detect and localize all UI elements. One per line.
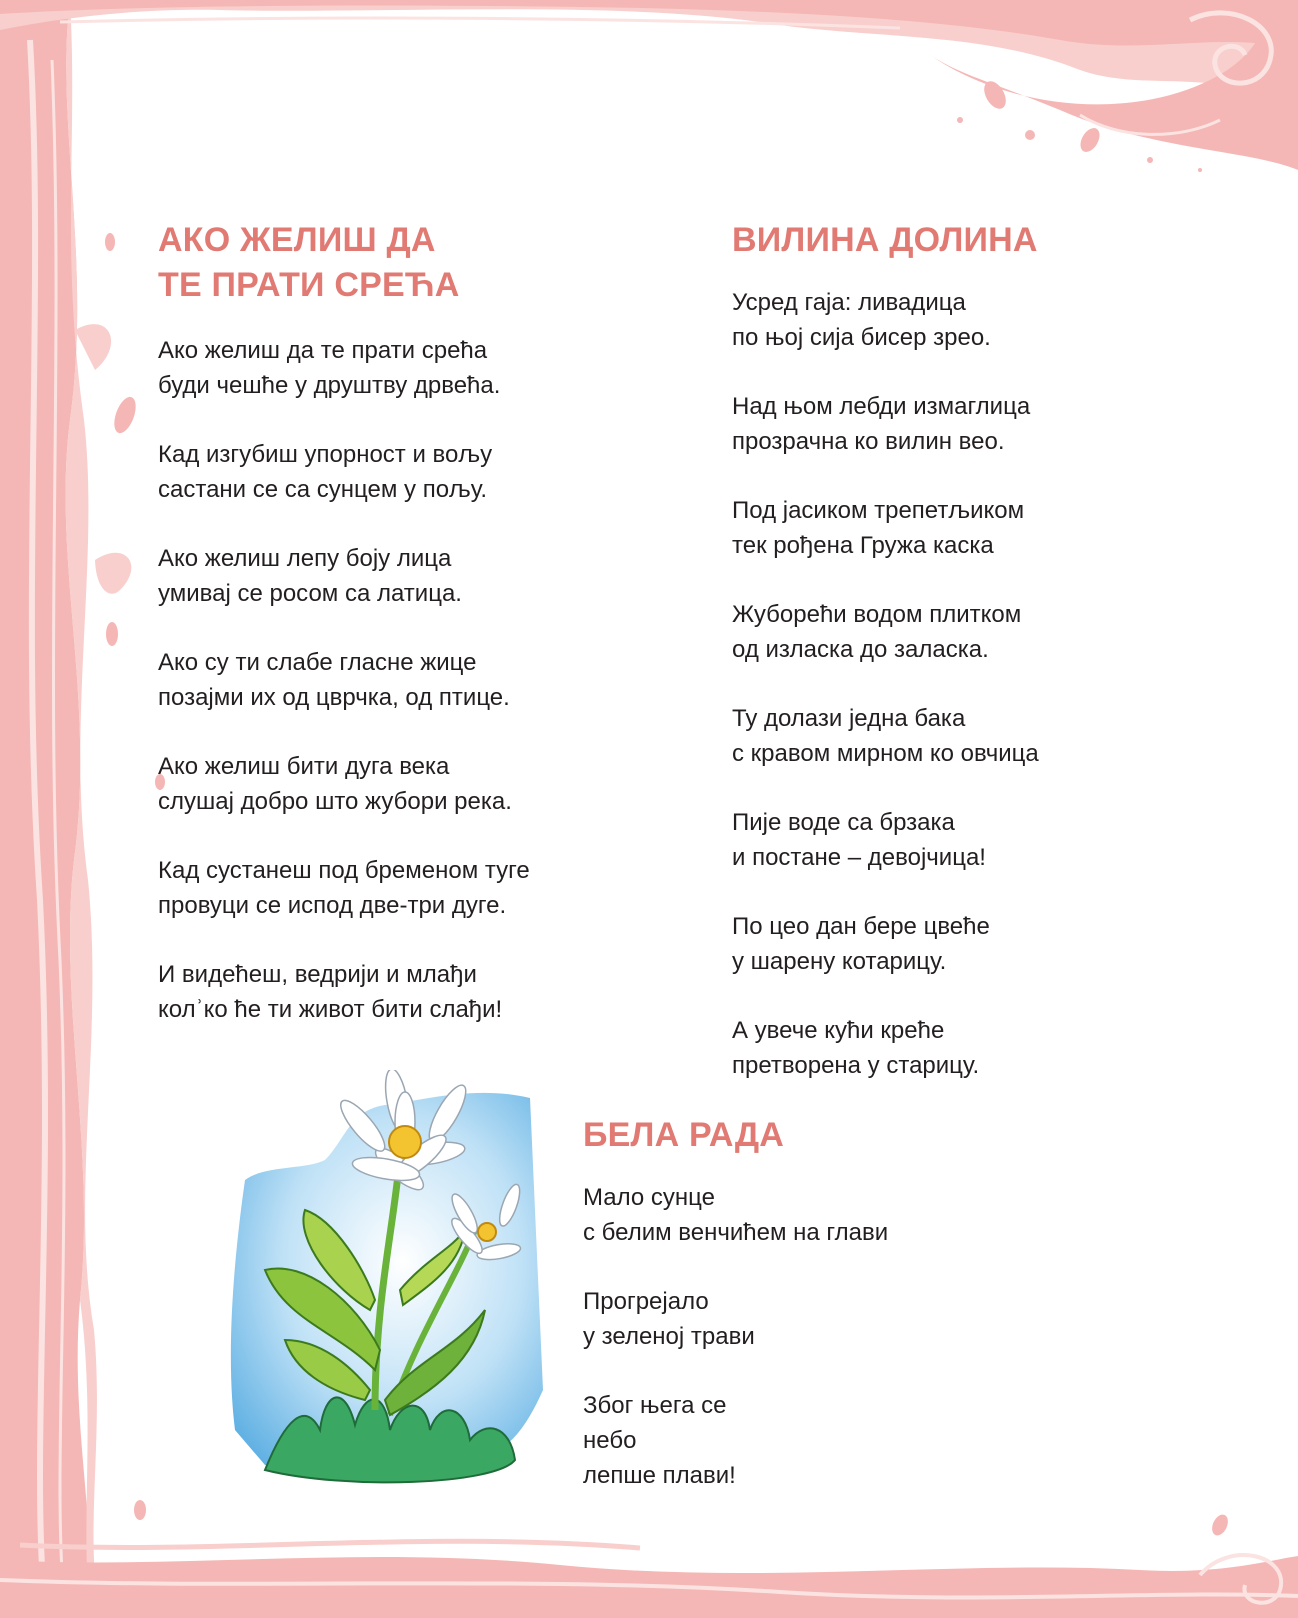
poem-line: Кад изгубиш упорност и вољу <box>158 441 493 468</box>
stanza <box>158 541 530 611</box>
stanza <box>158 645 530 715</box>
stanza <box>583 1180 888 1250</box>
poem-line: Кад сустанеш под бременом туге <box>158 857 530 884</box>
stanza <box>583 1388 888 1493</box>
poem-line: Ако желиш бити дуга века <box>158 753 450 780</box>
poem-line: А увече кући креће <box>732 1017 945 1044</box>
poem-title-line: АКО ЖЕЛИШ ДА <box>158 221 436 259</box>
stanza <box>158 333 530 403</box>
poem-title <box>732 218 1039 263</box>
poem-line: Ту долази једна бака <box>732 705 966 732</box>
poem-line: Због њега се <box>583 1392 727 1419</box>
poem-line: Жуборећи водом плитком <box>732 601 1022 628</box>
stanza <box>158 749 530 819</box>
poem-line: Ако желиш лепу боју лица <box>158 545 452 572</box>
poem-line: По цео дан бере цвеће <box>732 913 990 940</box>
stanza <box>732 597 1039 667</box>
stanza <box>732 805 1039 875</box>
poem-line: састани се са сунцем у пољу. <box>158 476 488 503</box>
poem-line: умивај се росом са латица. <box>158 580 462 607</box>
poem-title-line: ТЕ ПРАТИ СРЕЋА <box>158 266 460 304</box>
poem-ako-zelis <box>158 218 530 1027</box>
poem-line: по њој сија бисер зрео. <box>732 324 991 351</box>
poem-line: Ако су ти слабе гласне жице <box>158 649 477 676</box>
poem-line: претворена у старицу. <box>732 1052 980 1079</box>
poem-title-line: ВИЛИНА ДОЛИНА <box>732 221 1038 259</box>
poem-line: у зеленој трави <box>583 1323 755 1350</box>
poem-bela-rada <box>583 1113 888 1493</box>
poem-line: од изласка до заласка. <box>732 636 989 663</box>
poem-line: позајми их од цврчка, од птице. <box>158 684 510 711</box>
poem-line: лепше плави! <box>583 1462 736 1489</box>
poem-line: Под јасиком трепетљиком <box>732 497 1025 524</box>
poem-line: Усред гаја: ливадица <box>732 289 966 316</box>
poem-line: и постане – девојчица! <box>732 844 986 871</box>
stanza <box>732 909 1039 979</box>
daisy-center <box>389 1126 421 1158</box>
poem-line: колʾко ће ти живот бити слађи! <box>158 996 503 1023</box>
poem-line: с кравом мирном ко овчица <box>732 740 1039 767</box>
stanza <box>158 853 530 923</box>
stanza <box>158 437 530 507</box>
poem-title <box>583 1113 888 1158</box>
poem-line: слушај добро што жубори река. <box>158 788 512 815</box>
poem-line: прозрачна ко вилин вео. <box>732 428 1005 455</box>
poem-vilina-dolina <box>732 218 1039 1083</box>
poem-line: Над њом лебди измаглица <box>732 393 1031 420</box>
poem-line: Пије воде са брзака <box>732 809 955 836</box>
poem-title <box>158 218 530 308</box>
poem-line: у шарену котарицу. <box>732 948 947 975</box>
poem-line: с белим венчићем на глави <box>583 1219 889 1246</box>
stanza <box>732 389 1039 459</box>
daisy-illustration <box>225 1070 565 1500</box>
poem-line: провуци се испод две-три дуге. <box>158 892 507 919</box>
stanza <box>732 1013 1039 1083</box>
stanza <box>583 1284 888 1354</box>
poem-line: тек рођена Гружа каска <box>732 532 994 559</box>
poem-line: Прогрејало <box>583 1288 709 1315</box>
poem-line: небо <box>583 1427 637 1454</box>
poem-line: Мало сунце <box>583 1184 715 1211</box>
stanza <box>732 285 1039 355</box>
poem-title-line: БЕЛА РАДА <box>583 1116 785 1154</box>
stanza <box>732 493 1039 563</box>
poem-line: Ако желиш да те прати срећа <box>158 337 488 364</box>
poem-line: буди чешће у друштву дрвећа. <box>158 372 501 399</box>
stanza <box>732 701 1039 771</box>
poem-line: И видећеш, ведрији и млађи <box>158 961 477 988</box>
stanza <box>158 957 530 1027</box>
